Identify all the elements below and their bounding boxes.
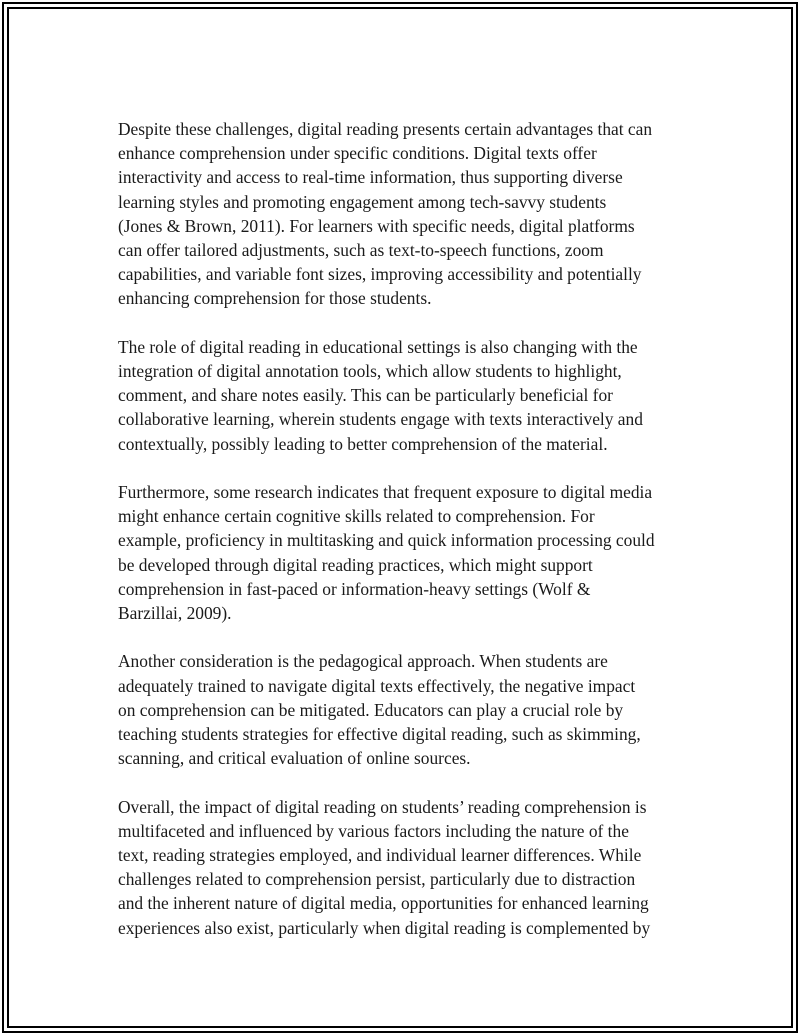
text-line: scanning, and critical evaluation of online sources.	[118, 748, 471, 769]
text-line: Another consideration is the pedagogical approach. When students are	[118, 651, 608, 672]
text-line: capabilities, and variable font sizes, improving accessibility and potentially	[118, 264, 642, 285]
text-line: Despite these challenges, digital reading presents certain advantages that can	[118, 119, 653, 139]
text-line: challenges related to comprehension persist, particularly due to distraction	[118, 869, 636, 890]
text-line: multifaceted and influenced by various factors including the nature of the	[118, 820, 629, 841]
text-line: Barzillai, 2009).	[118, 603, 232, 624]
text-line: learning styles and promoting engagement among tech-savvy students	[118, 191, 607, 212]
text-line: Furthermore, some research indicates that frequent exposure to digital media	[118, 482, 653, 503]
text-line: experiences also exist, particularly when digital reading is complemented by	[118, 917, 651, 938]
text-line: can offer tailored adjustments, such as text-to-speech functions, zoom	[118, 240, 604, 261]
text-line: enhance comprehension under specific conditions. Digital texts offer	[118, 143, 597, 164]
text-line: The role of digital reading in educational settings is also changing with the	[118, 336, 638, 357]
paragraph-cognitive-skills	[118, 480, 688, 625]
text-line: on comprehension can be mitigated. Educators can play a crucial role by	[118, 699, 624, 720]
text-line: example, proficiency in multitasking and quick information processing could	[118, 530, 655, 551]
text-line: collaborative learning, wherein students engage with texts interactively and	[118, 409, 643, 430]
paragraph-pedagogy	[118, 649, 688, 770]
text-line: might enhance certain cognitive skills related to comprehension. For	[118, 506, 595, 527]
text-line: be developed through digital reading practices, which might support	[118, 554, 593, 575]
text-line: text, reading strategies employed, and individual learner differences. While	[118, 845, 642, 866]
text-line: enhancing comprehension for those students.	[118, 288, 432, 309]
text-line: integration of digital annotation tools, which allow students to highlight,	[118, 361, 622, 382]
text-line: interactivity and access to real-time information, thus supporting diverse	[118, 167, 623, 188]
text-line: adequately trained to navigate digital texts effectively, the negative impact	[118, 675, 636, 696]
paragraph-overall	[118, 795, 688, 940]
text-line: teaching students strategies for effective digital reading, such as skimming,	[118, 724, 641, 745]
text-line: comment, and share notes easily. This can be particularly beneficial for	[118, 385, 613, 406]
text-line: Overall, the impact of digital reading on students’ reading comprehension is	[118, 796, 647, 817]
document-body	[118, 117, 688, 964]
text-line: comprehension in fast-paced or information-heavy settings (Wolf &	[118, 578, 591, 599]
text-line: and the inherent nature of digital media, opportunities for enhanced learning	[118, 893, 649, 914]
paragraph-advantages	[118, 117, 688, 311]
text-line: (Jones & Brown, 2011). For learners with specific needs, digital platforms	[118, 215, 635, 236]
text-line: contextually, possibly leading to better comprehension of the material.	[118, 433, 608, 454]
paragraph-annotation-tools	[118, 335, 688, 456]
